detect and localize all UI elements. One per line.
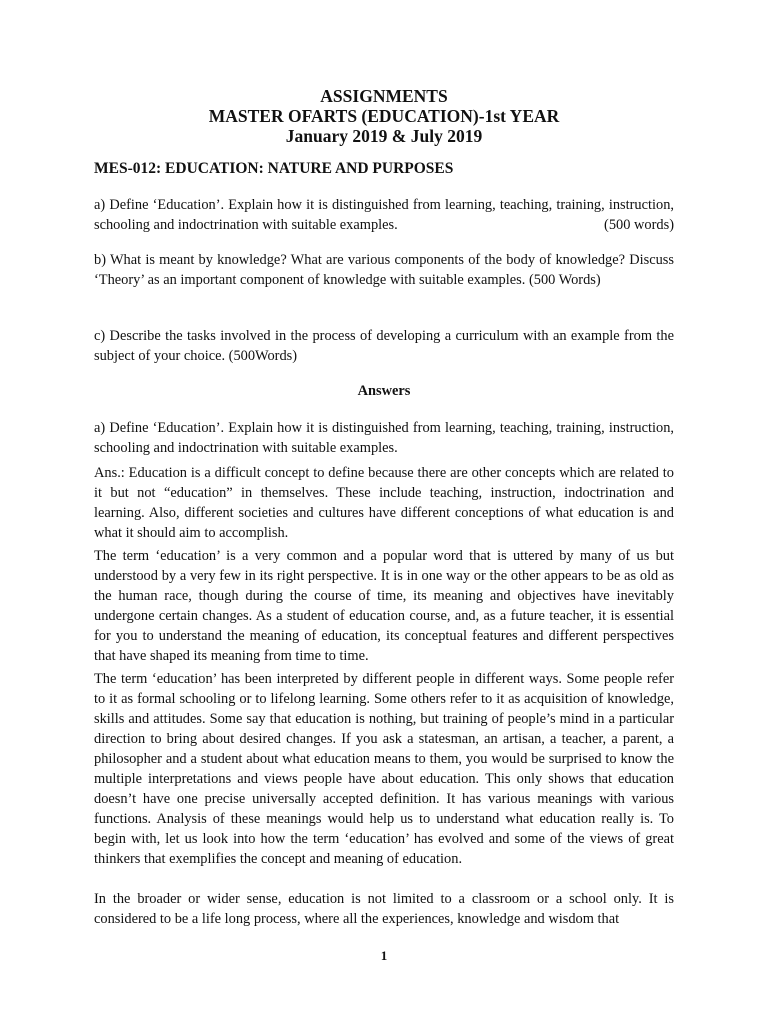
question-b-word-limit: (500 Words) — [528, 272, 601, 288]
header-title: ASSIGNMENTS — [320, 86, 448, 106]
answer-question-text: a) Define ‘Education’. Explain how it is distinguished from learning, teaching, training, instruction, schooling and indoctrination with suitable examples. — [94, 420, 674, 456]
document-header — [0, 86, 768, 146]
header-session: January 2019 & July 2019 — [285, 126, 483, 146]
page-number: 1 — [380, 948, 388, 963]
answer-paragraph-4 — [94, 889, 674, 929]
paragraph-text: The term ‘education’ is a very common and a popular word that is uttered by many of us but understood by a very few in its right perspective. It is in one way or the other appears to be as old as the human race, though during the course of time, its meaning and objectives have inevitably undergone certain changes. As a student of education course, and, as a future teacher, it is essential for you to understand the meaning of education, its conceptual features and different perspectives that have shaped its meaning from time to time. — [94, 548, 674, 664]
course-title: MES-012: EDUCATION: NATURE AND PURPOSES — [94, 160, 454, 177]
answer-paragraph-3 — [94, 669, 674, 869]
question-b-text: b) What is meant by knowledge? What are various components of the body of knowledge? Discuss ‘Theory’ as an important component of knowledge with suitable examples. — [94, 252, 674, 288]
answer-paragraph-2 — [94, 546, 674, 666]
answers-heading: Answers — [357, 383, 411, 399]
question-c-text: c) Describe the tasks involved in the process of developing a curriculum with an example from the subject of your choice. (500Words) — [94, 328, 674, 364]
question-c — [94, 326, 674, 366]
paragraph-text: In the broader or wider sense, education is not limited to a classroom or a school only. It is considered to be a life long process, where all the experiences, knowledge and wisdom that — [94, 891, 674, 927]
header-programme: MASTER OFARTS (EDUCATION)-1st YEAR — [208, 106, 560, 126]
answer-paragraph-1 — [94, 463, 674, 543]
question-a — [94, 195, 674, 235]
paragraph-text: Ans.: Education is a difficult concept to define because there are other concepts which are related to it but not “education” in themselves. These include teaching, instruction, indoctrination and learning. Also, different societies and cultures have different conceptions of what education is and what it should aim to accomplish. — [94, 465, 674, 541]
question-a-text: a) Define ‘Education’. Explain how it is distinguished from learning, teaching, training, instruction, schooling and indoctrination with suitable examples. — [94, 197, 674, 233]
answer-question-repeat — [94, 418, 674, 458]
question-a-word-limit: (500 words) — [604, 217, 674, 233]
paragraph-text: The term ‘education’ has been interpreted by different people in different ways. Some people refer to it as formal schooling or to lifelong learning. Some others refer to it as acquisition of knowledge, skills and attitudes. Some say that education is nothing, but training of people’s mind in a particular direction to bring about desired changes. If you ask a statesman, an artisan, a teacher, a parent, a philosopher and a student about what education means to them, you would be surprised to know the multiple interpretations and views people have about education. This only shows that education doesn’t have one precise universally accepted definition. It has various meanings with various functions. Analysis of these meanings would help us to understand what education really is. To begin with, let us look into how the term ‘education’ has evolved and some of the views of great thinkers that exemplifies the concept and meaning of education. — [94, 671, 674, 867]
question-b — [94, 250, 674, 290]
